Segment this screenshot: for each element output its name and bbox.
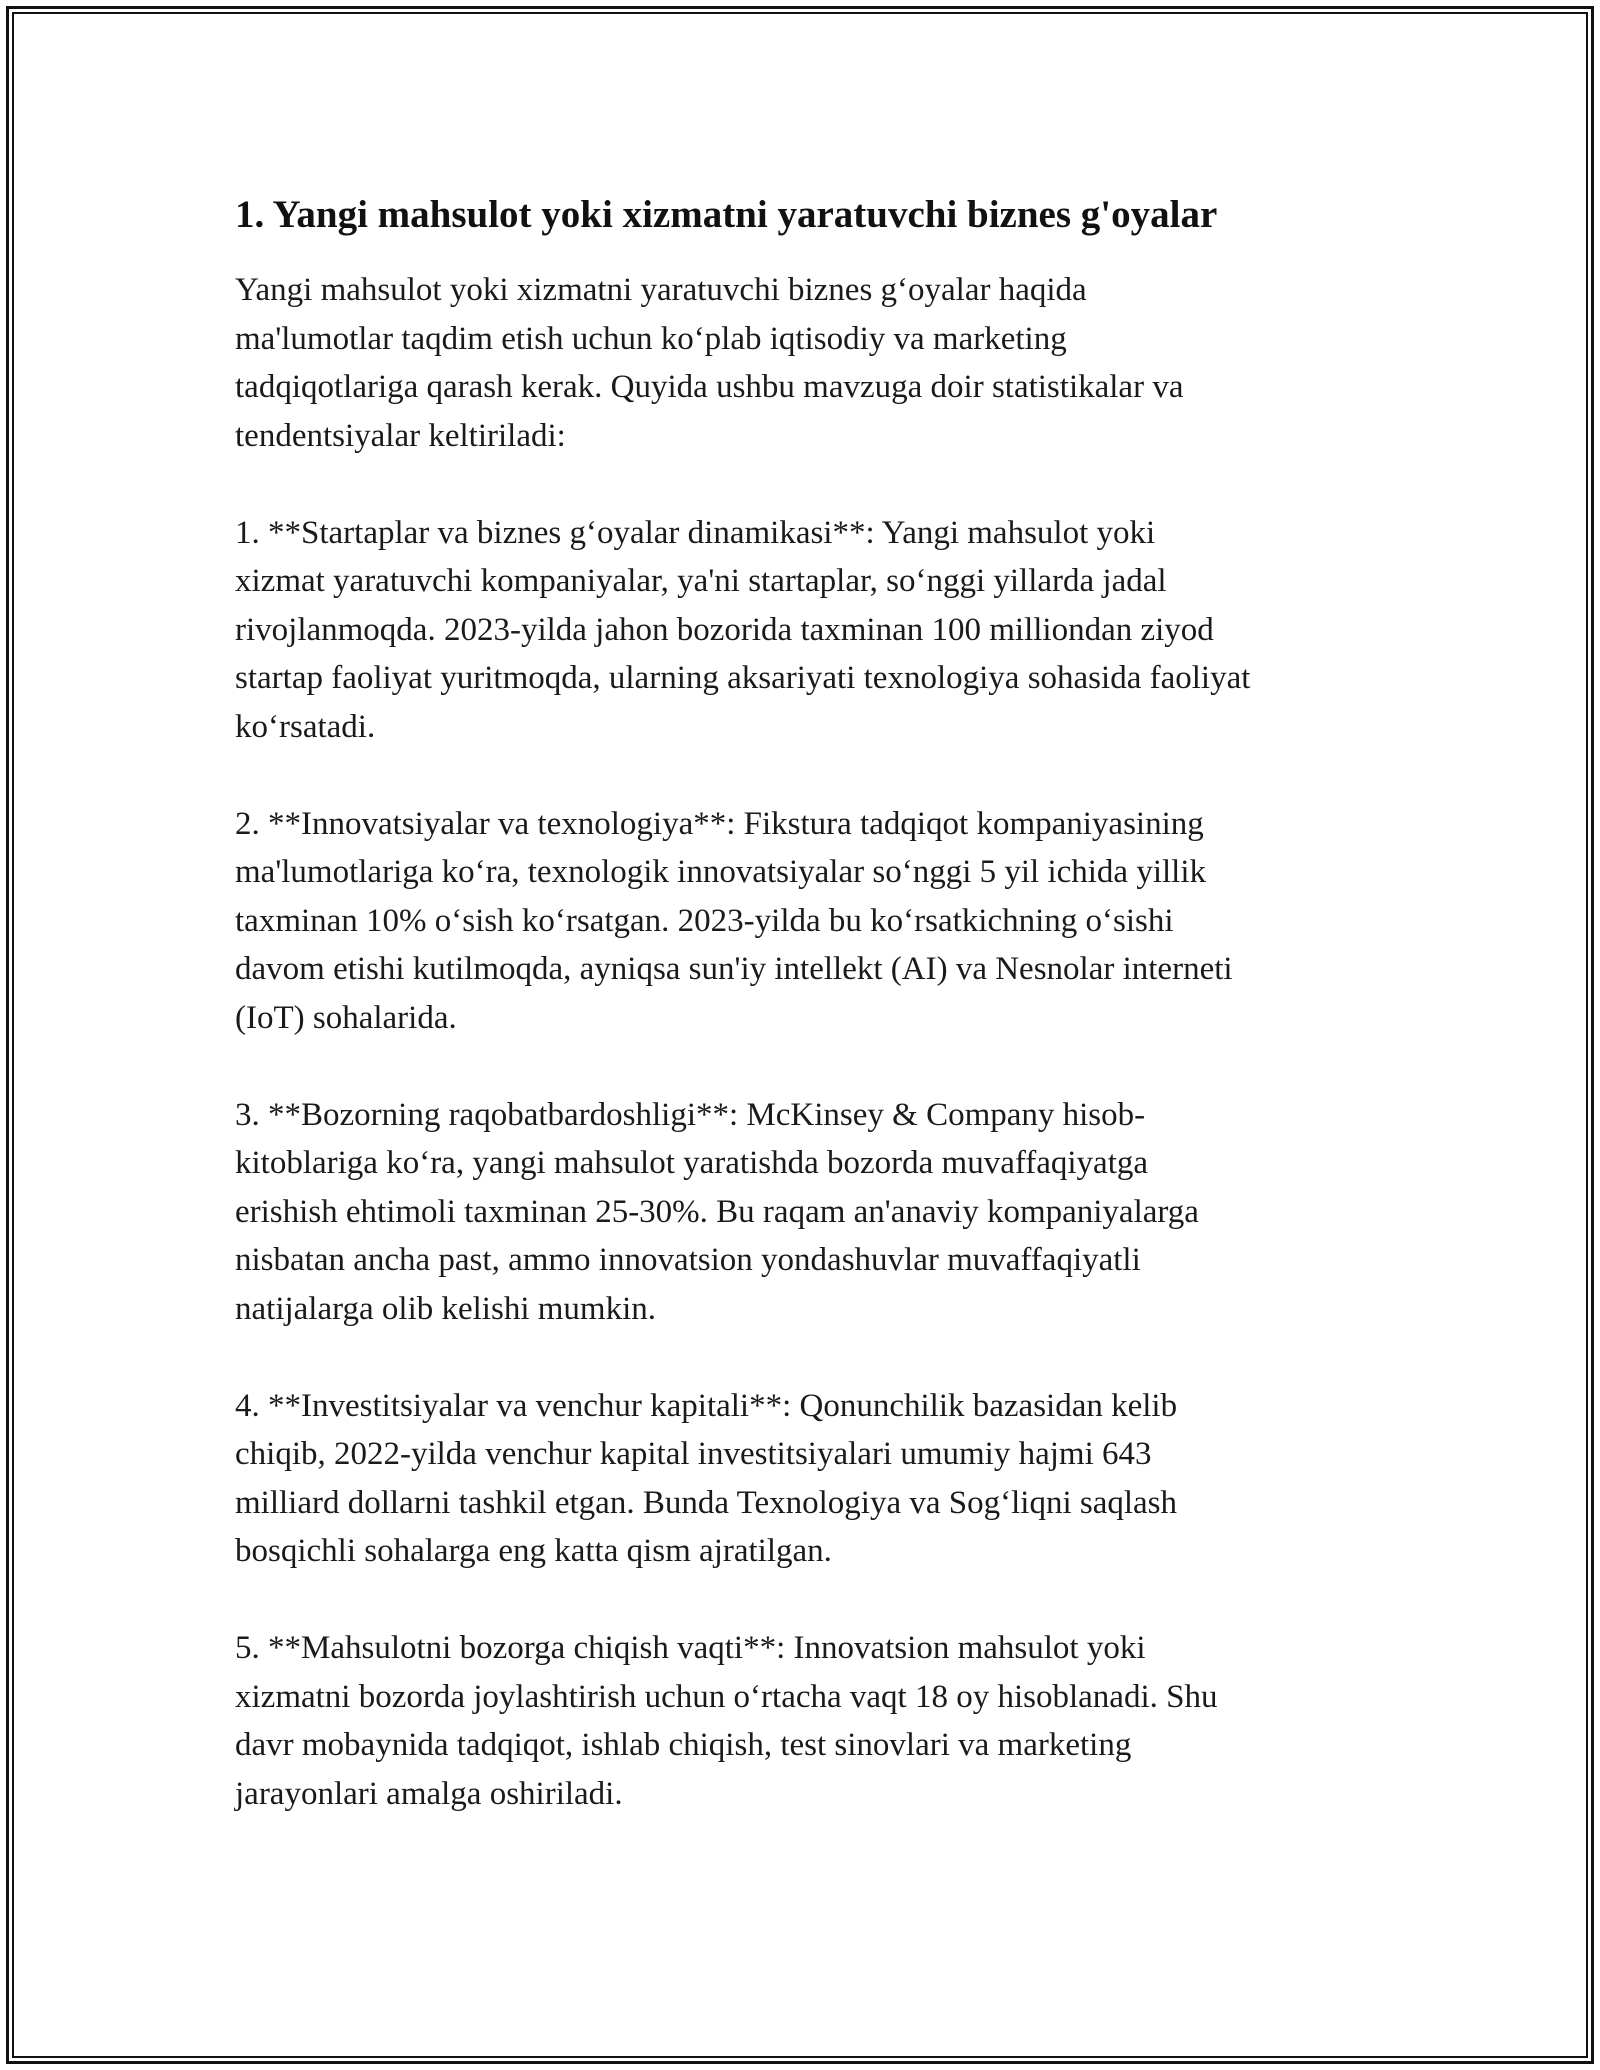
list-item-startaplar xyxy=(235,509,1375,752)
text-line: davr mobaynida tadqiqot, ishlab chiqish, test sinovlari va marketing xyxy=(235,1727,1132,1763)
text-line: natijalarga olib kelishi mumkin. xyxy=(235,1290,656,1327)
paragraph-gap xyxy=(235,1333,1375,1382)
intro-paragraph xyxy=(235,266,1375,460)
paragraph-gap xyxy=(235,1042,1375,1091)
text-line: milliard dollarni tashkil etgan. Bunda Texnologiya va Sogʻliqni saqlash xyxy=(235,1484,1178,1521)
text-line: kitoblariga koʻra, yangi mahsulot yaratishda bozorda muvaffaqiyatga xyxy=(235,1145,1149,1181)
text-line: 5. **Mahsulotni bozorga chiqish vaqti**: Innovatsion mahsulot yoki xyxy=(235,1630,1146,1666)
text-line: tadqiqotlariga qarash kerak. Quyida ushbu mavzuga doir statistikalar va xyxy=(235,369,1184,405)
paragraph-gap xyxy=(235,751,1375,800)
section-heading: 1. Yangi mahsulot yoki xizmatni yaratuvchi biznes g'oyalar xyxy=(235,193,1218,236)
list-item-investitsiyalar xyxy=(235,1382,1375,1576)
list-item-raqobatbardoshlik xyxy=(235,1091,1375,1334)
text-line: davom etishi kutilmoqda, ayniqsa sun'iy intellekt (AI) va Nesnolar interneti xyxy=(235,951,1233,987)
text-line: bosqichli sohalarga eng katta qism ajratilgan. xyxy=(235,1533,832,1569)
text-line: Yangi mahsulot yoki xizmatni yaratuvchi biznes gʻoyalar haqida xyxy=(235,272,1087,308)
text-line: jarayonlari amalga oshiriladi. xyxy=(235,1775,623,1812)
paragraph-gap xyxy=(235,460,1375,509)
text-line: tendentsiyalar keltiriladi: xyxy=(235,417,566,454)
text-line: rivojlanmoqda. 2023-yilda jahon bozorida taxminan 100 milliondan ziyod xyxy=(235,611,1214,648)
text-line: 4. **Investitsiyalar va venchur kapitali**: Qonunchilik bazasidan kelib xyxy=(235,1387,1178,1424)
text-line: ma'lumotlariga koʻra, texnologik innovatsiyalar soʻnggi 5 yil ichida yillik xyxy=(235,854,1207,890)
text-line: 1. **Startaplar va biznes gʻoyalar dinamikasi**: Yangi mahsulot yoki xyxy=(235,514,1156,551)
text-line: startap faoliyat yuritmoqda, ularning aksariyati texnologiya sohasida faoliyat xyxy=(235,660,1251,696)
text-line: erishish ehtimoli taxminan 25-30%. Bu raqam an'anaviy kompaniyalarga xyxy=(235,1193,1199,1230)
document-body xyxy=(235,188,1375,1818)
text-line: xizmat yaratuvchi kompaniyalar, ya'ni startaplar, soʻnggi yillarda jadal xyxy=(235,563,1167,599)
text-line: xizmatni bozorda joylashtirish uchun oʻrtacha vaqt 18 oy hisoblanadi. Shu xyxy=(235,1678,1218,1715)
text-line: 3. **Bozorning raqobatbardoshligi**: McKinsey & Company hisob- xyxy=(235,1096,1146,1133)
text-line: 2. **Innovatsiyalar va texnologiya**: Fikstura tadqiqot kompaniyasining xyxy=(235,805,1204,842)
text-line: koʻrsatadi. xyxy=(235,708,376,745)
text-line: taxminan 10% oʻsish koʻrsatgan. 2023-yilda bu koʻrsatkichning oʻsishi xyxy=(235,902,1174,939)
list-item-bozorga-chiqish xyxy=(235,1624,1375,1818)
text-line: ma'lumotlar taqdim etish uchun koʻplab iqtisodiy va marketing xyxy=(235,320,1067,357)
list-item-innovatsiyalar xyxy=(235,800,1375,1043)
text-line: chiqib, 2022-yilda venchur kapital investitsiyalari umumiy hajmi 643 xyxy=(235,1436,1152,1472)
text-line: nisbatan ancha past, ammo innovatsion yondashuvlar muvaffaqiyatli xyxy=(235,1242,1141,1278)
text-line: (IoT) sohalarida. xyxy=(235,999,457,1036)
paragraph-gap xyxy=(235,1576,1375,1625)
